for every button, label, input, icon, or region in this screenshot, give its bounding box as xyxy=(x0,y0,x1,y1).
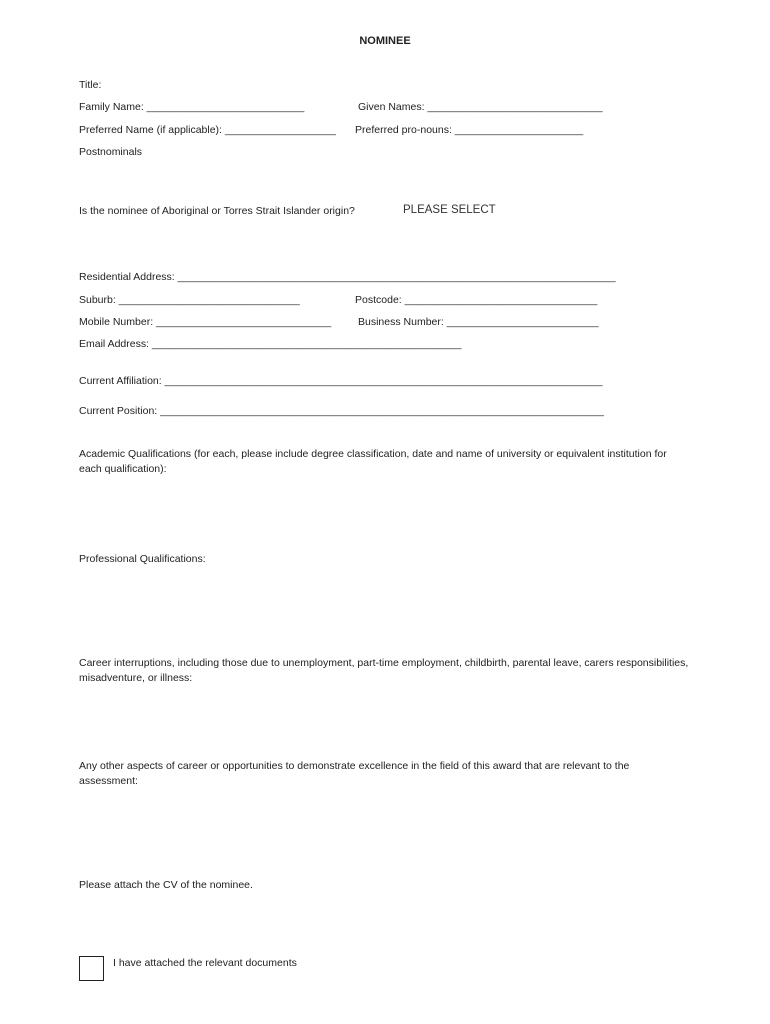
current-affiliation-field[interactable]: Current Affiliation: ___________________________________________________________________________ xyxy=(79,375,603,387)
attach-cv-prompt: Please attach the CV of the nominee. xyxy=(79,879,253,891)
family-name-field[interactable]: Family Name: ___________________________ xyxy=(79,101,305,113)
preferred-name-field[interactable]: Preferred Name (if applicable): ___________________ xyxy=(79,124,336,136)
attached-documents-checkbox[interactable] xyxy=(79,956,104,981)
page-title: NOMINEE xyxy=(359,35,411,47)
business-number-field[interactable]: Business Number: __________________________ xyxy=(358,316,599,328)
residential-address-field[interactable]: Residential Address: ___________________________________________________________________________ xyxy=(79,271,616,283)
current-position-field[interactable]: Current Position: ____________________________________________________________________________ xyxy=(79,405,604,417)
postnominals-field[interactable]: Postnominals xyxy=(79,146,143,158)
email-address-field[interactable]: Email Address: _____________________________________________________ xyxy=(79,338,462,350)
suburb-field[interactable]: Suburb: _______________________________ xyxy=(79,294,300,306)
career-interruptions-prompt: Career interruptions, including those due to unemployment, part-time employment, childbirth, parental leave, carers responsibilities, misadventure, or illness: xyxy=(79,657,689,684)
postcode-field[interactable]: Postcode: _________________________________ xyxy=(355,294,598,306)
mobile-number-field[interactable]: Mobile Number: ______________________________ xyxy=(79,316,332,328)
academic-qualifications-prompt: Academic Qualifications (for each, please include degree classification, date and name of university or equivalent institution for each qualification): xyxy=(79,448,667,475)
aboriginal-origin-question: Is the nominee of Aboriginal or Torres Strait Islander origin? xyxy=(79,205,355,217)
given-names-field[interactable]: Given Names: ______________________________ xyxy=(358,101,603,113)
aboriginal-origin-select[interactable]: PLEASE SELECT xyxy=(403,204,496,216)
title-field-label[interactable]: Title: xyxy=(79,79,102,91)
other-aspects-prompt: Any other aspects of career or opportunities to demonstrate excellence in the field of this award that are relevant to the assessment: xyxy=(79,760,630,787)
professional-qualifications-prompt: Professional Qualifications: xyxy=(79,553,206,565)
preferred-pronouns-field[interactable]: Preferred pro-nouns: ______________________ xyxy=(355,124,584,136)
attached-documents-label: I have attached the relevant documents xyxy=(113,957,297,969)
